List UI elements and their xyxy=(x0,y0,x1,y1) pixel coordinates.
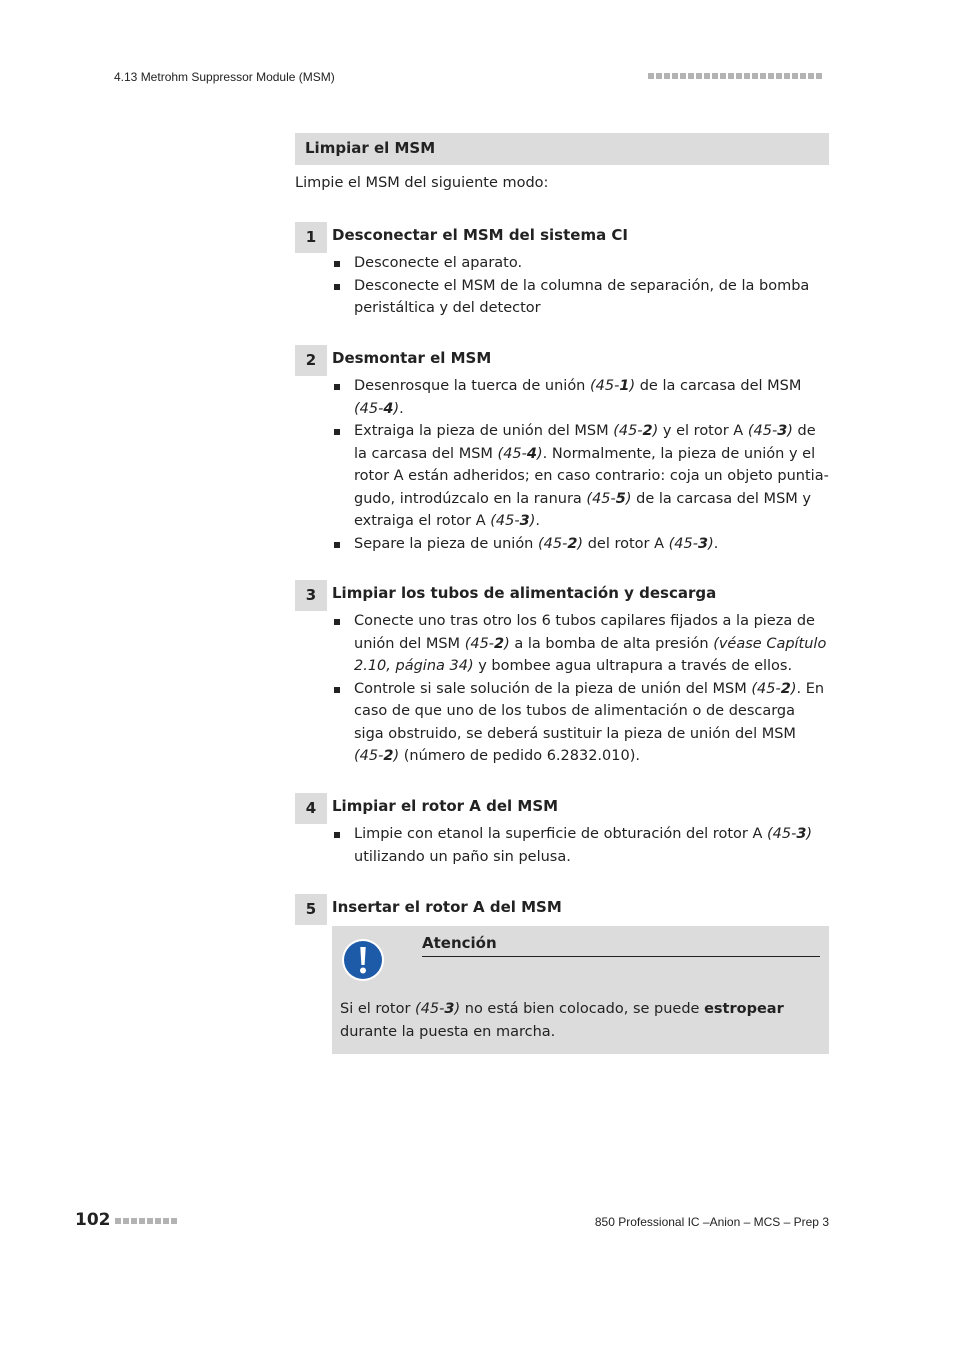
list-item: Extraiga la pieza de unión del MSM (45-2) y el rotor A (45-3) de la carcasa del MSM (45-4). Normalmente, la pieza de unión y el rotor A están adheridos; en caso contrario: coja un objeto puntia-gudo, introdúzcalo en la ranura (45-5) de la carcasa del MSM y extraiga el rotor A (45-3). xyxy=(332,420,829,533)
exclamation-icon xyxy=(341,938,385,982)
list-item: Controle si sale solución de la pieza de unión del MSM (45-2). En caso de que uno de los tubos de alimentación o de descarga siga obstruido, se deberá sustituir la pieza de unión del MSM (45-2) (número de pedido 6.2832.010). xyxy=(332,678,829,768)
step-1-list xyxy=(332,252,829,320)
page-number: 102 xyxy=(75,1210,111,1230)
step-number-1: 1 xyxy=(295,222,327,253)
warning-callout xyxy=(332,926,829,1054)
intro-text: Limpie el MSM del siguiente modo: xyxy=(295,175,549,191)
callout-title: Atención xyxy=(422,934,820,957)
step-title-1: Desconectar el MSM del sistema CI xyxy=(332,226,629,244)
header-dot-bar xyxy=(648,73,822,79)
step-title-2: Desmontar el MSM xyxy=(332,349,492,367)
step-title-4: Limpiar el rotor A del MSM xyxy=(332,797,559,815)
section-title: Limpiar el MSM xyxy=(295,133,829,165)
step-2-list xyxy=(332,375,829,555)
list-item: Separe la pieza de unión (45-2) del rotor A (45-3). xyxy=(332,533,829,556)
step-number-3: 3 xyxy=(295,580,327,611)
list-item: Limpie con etanol la superficie de obturación del rotor A (45-3) utilizando un paño sin pelusa. xyxy=(332,823,829,868)
step-3-list xyxy=(332,610,829,768)
footer-dot-bar xyxy=(115,1218,177,1224)
step-number-5: 5 xyxy=(295,894,327,925)
cross-reference-link[interactable]: (véase Capítulo 2.10, página 34) xyxy=(354,635,827,674)
list-item: Desconecte el MSM de la columna de separación, de la bomba peristáltica y del detector xyxy=(332,275,829,320)
callout-text: Si el rotor (45-3) no está bien colocado, se puede estropear durante la puesta en marcha. xyxy=(340,1001,784,1040)
footer-product: 850 Professional IC –Anion – MCS – Prep 3 xyxy=(594,1215,829,1229)
step-title-5: Insertar el rotor A del MSM xyxy=(332,898,562,916)
step-number-4: 4 xyxy=(295,793,327,824)
step-4-list xyxy=(332,823,829,868)
list-item: Conecte uno tras otro los 6 tubos capilares fijados a la pieza de unión del MSM (45-2) a la bomba de alta presión (véase Capítulo 2.10, página 34) y bombee agua ultrapura a través de ellos. xyxy=(332,610,829,678)
step-number-2: 2 xyxy=(295,345,327,376)
list-item: Desconecte el aparato. xyxy=(332,252,829,275)
running-header: 4.13 Metrohm Suppressor Module (MSM) xyxy=(114,70,335,84)
step-title-3: Limpiar los tubos de alimentación y descarga xyxy=(332,584,717,602)
list-item: Desenrosque la tuerca de unión (45-1) de la carcasa del MSM (45-4). xyxy=(332,375,829,420)
